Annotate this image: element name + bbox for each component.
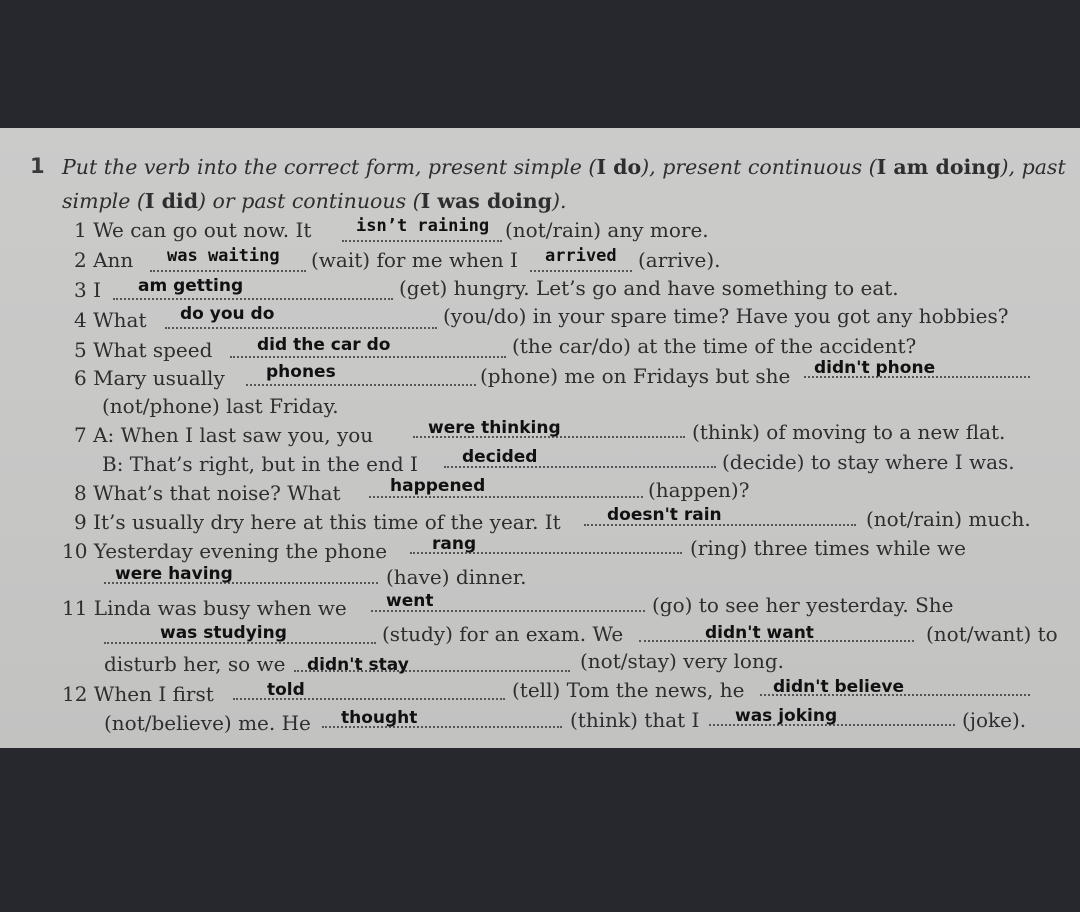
sentence-11-end: (not/stay) very long. (580, 649, 785, 673)
sentence-12: 12 When I first (62, 682, 214, 706)
answer-9: doesn't rain (607, 505, 722, 525)
answer-11c: didn't want (705, 623, 814, 643)
blank-8 (369, 496, 643, 498)
answer-11d: didn't stay (307, 655, 409, 675)
sentence-4: 4 What (74, 308, 147, 332)
answer-12d: was joking (735, 706, 838, 726)
blank-2a (150, 270, 306, 272)
sentence-4-end: (you/do) in your spare time? Have you got any hobbies? (443, 304, 1009, 328)
sentence-7a: 7 A: When I last saw you, you (74, 423, 374, 447)
sentence-1-end: (not/rain) any more. (505, 218, 709, 242)
sentence-7b-end: (decide) to stay where I was. (722, 450, 1015, 474)
exercise-number: 1 (30, 154, 45, 178)
answer-11a: went (386, 591, 434, 611)
sentence-12-mid2: (think) that I (570, 708, 700, 732)
answer-2b: arrived (545, 246, 617, 266)
sentence-7a-end: (think) of moving to a new flat. (692, 420, 1006, 444)
sentence-3-end: (get) hungry. Let’s go and have something to eat. (399, 276, 899, 300)
sentence-8: 8 What’s that noise? What (74, 481, 341, 505)
answer-5: did the car do (257, 335, 391, 355)
sentence-12-mid: (tell) Tom the news, he (512, 678, 745, 702)
answer-2a: was waiting (167, 246, 280, 266)
sentence-5: 5 What speed (74, 338, 213, 362)
answer-12a: told (267, 680, 305, 700)
sentence-10: 10 Yesterday evening the phone (62, 539, 388, 563)
answer-8: happened (390, 476, 486, 496)
sentence-5-end: (the car/do) at the time of the accident? (512, 334, 917, 358)
blank-6a (246, 384, 476, 386)
sentence-3: 3 I (74, 278, 101, 302)
answer-3: am getting (138, 276, 244, 296)
sentence-12-end: (joke). (962, 708, 1027, 732)
sentence-2-mid: (wait) for me when I (311, 248, 518, 272)
sentence-6-mid: (phone) me on Fridays but she (480, 364, 791, 388)
blank-3 (113, 298, 393, 300)
sentence-11-mid: (go) to see her yesterday. She (652, 593, 954, 617)
sentence-8-end: (happen)? (648, 478, 750, 502)
sentence-11-mid2: (study) for an exam. We (382, 622, 624, 646)
exercise-instruction: Put the verb into the correct form, present simple (I do), present continuous (I am doing), past simple (I did) or past continuous (I was doing). (62, 155, 1066, 213)
sentence-9-end: (not/rain) much. (866, 507, 1031, 531)
answer-7b: decided (462, 447, 538, 467)
blank-5 (230, 356, 506, 358)
textbook-page (0, 128, 1080, 748)
answer-12c: thought (341, 708, 418, 728)
answer-10a: rang (432, 534, 477, 554)
sentence-9: 9 It’s usually dry here at this time of the year. It (74, 510, 561, 534)
answer-6b: didn't phone (814, 358, 936, 378)
sentence-6: 6 Mary usually (74, 366, 225, 390)
sentence-12-line2: (not/believe) me. He (104, 711, 311, 735)
answer-11b: was studying (160, 623, 287, 643)
blank-2b (530, 270, 632, 272)
sentence-7b: B: That’s right, but in the end I (102, 452, 418, 476)
sentence-2: 2 Ann (74, 248, 134, 272)
sentence-10-end: (have) dinner. (386, 565, 527, 589)
sentence-2-end: (arrive). (638, 248, 721, 272)
answer-4: do you do (180, 304, 275, 324)
answer-12b: didn't believe (773, 677, 905, 697)
sentence-1: 1 We can go out now. It (74, 218, 312, 242)
answer-1: isn’t raining (356, 216, 490, 236)
answer-10b: were having (115, 564, 233, 584)
answer-6a: phones (266, 362, 336, 382)
sentence-11-mid3: (not/want) to (926, 622, 1058, 646)
sentence-10-mid: (ring) three times while we (690, 536, 966, 560)
blank-1 (342, 240, 502, 242)
sentence-11-line3: disturb her, so we (104, 652, 286, 676)
sentence-11: 11 Linda was busy when we (62, 596, 347, 620)
blank-4 (165, 327, 437, 329)
answer-7a: were thinking (428, 418, 561, 438)
sentence-6-end: (not/phone) last Friday. (102, 394, 339, 418)
